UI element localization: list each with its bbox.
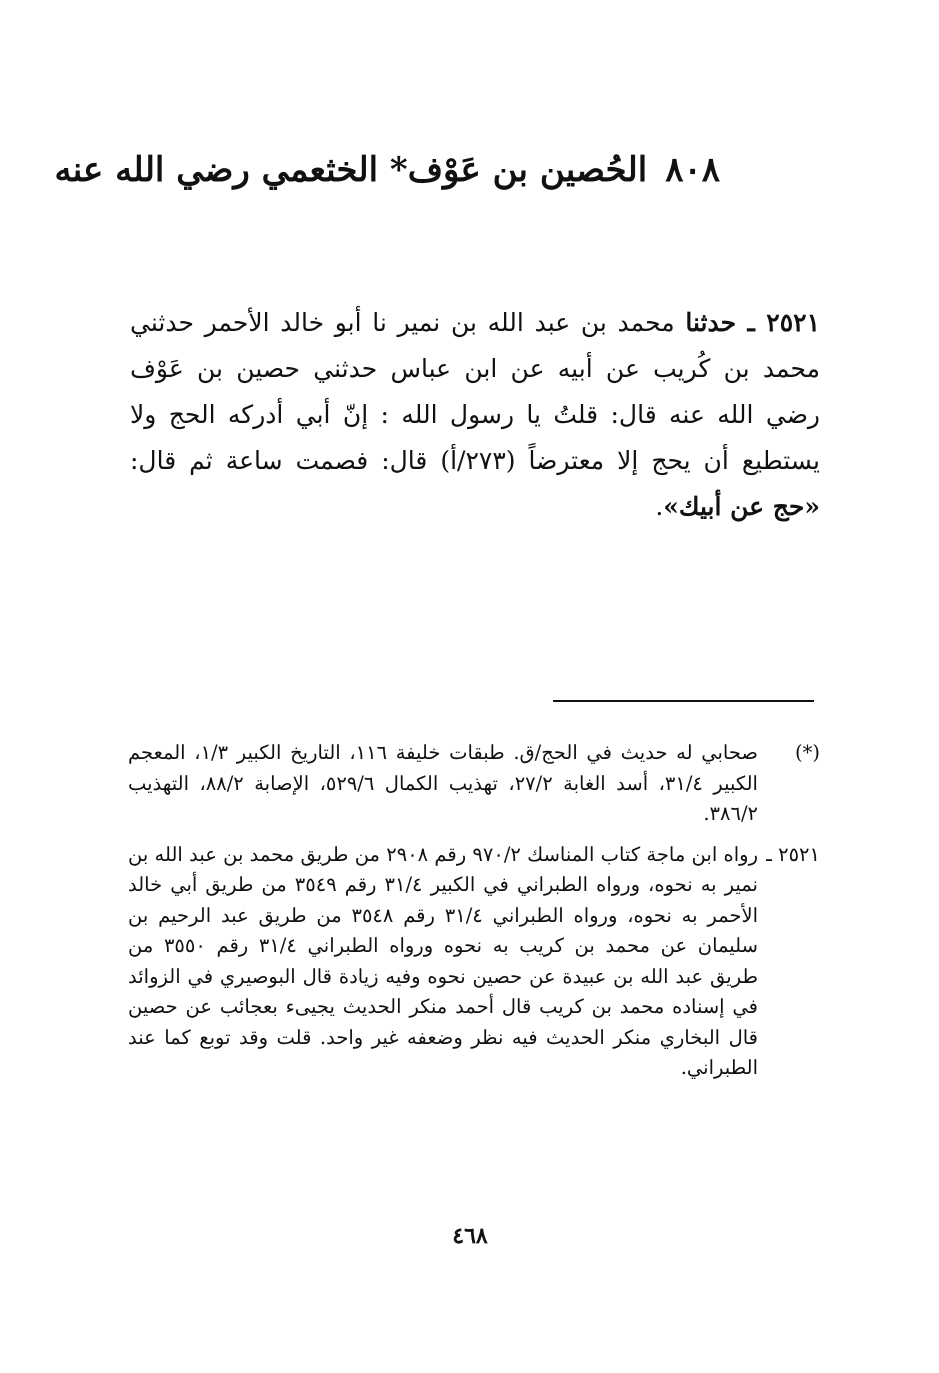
footnote-takhrij [128, 840, 820, 1084]
footnote-text: صحابي له حديث في الحج/ق. طبقات خليفة ١١٦، التاريخ الكبير ١/٣، المعجم الكبير ٣١/٤، أسد الغابة ٢٧/٢، تهذيب الكمال ٥٢٩/٦، الإصابة ٨٨/٢، التهذيب ٣٨٦/٢. [128, 741, 758, 825]
chapter-heading [54, 150, 720, 191]
footnote-companion [128, 738, 820, 830]
hadith-text [130, 300, 820, 530]
footnote-marker: ٢٥٢١ ـ [766, 842, 820, 866]
footnote-separator [553, 700, 814, 702]
hadith-body: محمد بن عبد الله بن نمير نا أبو خالد الأحمر حدثني محمد بن كُريب عن أبيه عن ابن عباس حدثني حصين بن عَوْف رضي الله عنه قال: قلتُ يا رسول الله : إنّ أبي أدركه الحج ولا يستطيع أن يحج إلا معترضاً (٢٧٣/أ) قال: فصمت ساعة ثم قال: [130, 308, 821, 475]
page-number: ٤٦٨ [452, 1223, 488, 1249]
footnote-text: رواه ابن ماجة كتاب المناسك ٩٧٠/٢ رقم ٢٩٠٨ من طريق محمد بن عبد الله بن نمير به نحوه، ورواه الطبراني في الكبير ٣١/٤ رقم ٣٥٤٩ من طريق أبي خالد الأحمر به نحوه، ورواه الطبراني ٣١/٤ رقم ٣٥٤٨ من طريق عبد الرحيم بن سليمان عن محمد بن كريب به نحوه ورواه الطبراني ٣١/٤ رقم ٣٥٥٠ من طريق عبد الله بن عبيدة عن حصين نحوه وفيه زيادة قال البوصيري في الزوائد في إسناده محمد بن كريب قال أحمد منكر الحديث يجيىء بعجائب عن حصين قال البخاري منكر الحديث فيه نظر وضعفه غير واحد. قلت وقد توبع كما عند الطبراني. [128, 842, 758, 1079]
footnotes [128, 738, 820, 1084]
hadith-end-mark: . [655, 492, 664, 521]
hadith-number-lead: ٢٥٢١ ـ حدثنا [685, 308, 820, 337]
footnote-marker: (*) [795, 741, 820, 764]
chapter-title-text: الحُصين بن عَوْف* الخثعمي رضي الله عنه [54, 150, 648, 190]
prophet-quote: «حج عن أبيك» [663, 492, 820, 521]
chapter-number: ٨٠٨ [665, 150, 720, 190]
